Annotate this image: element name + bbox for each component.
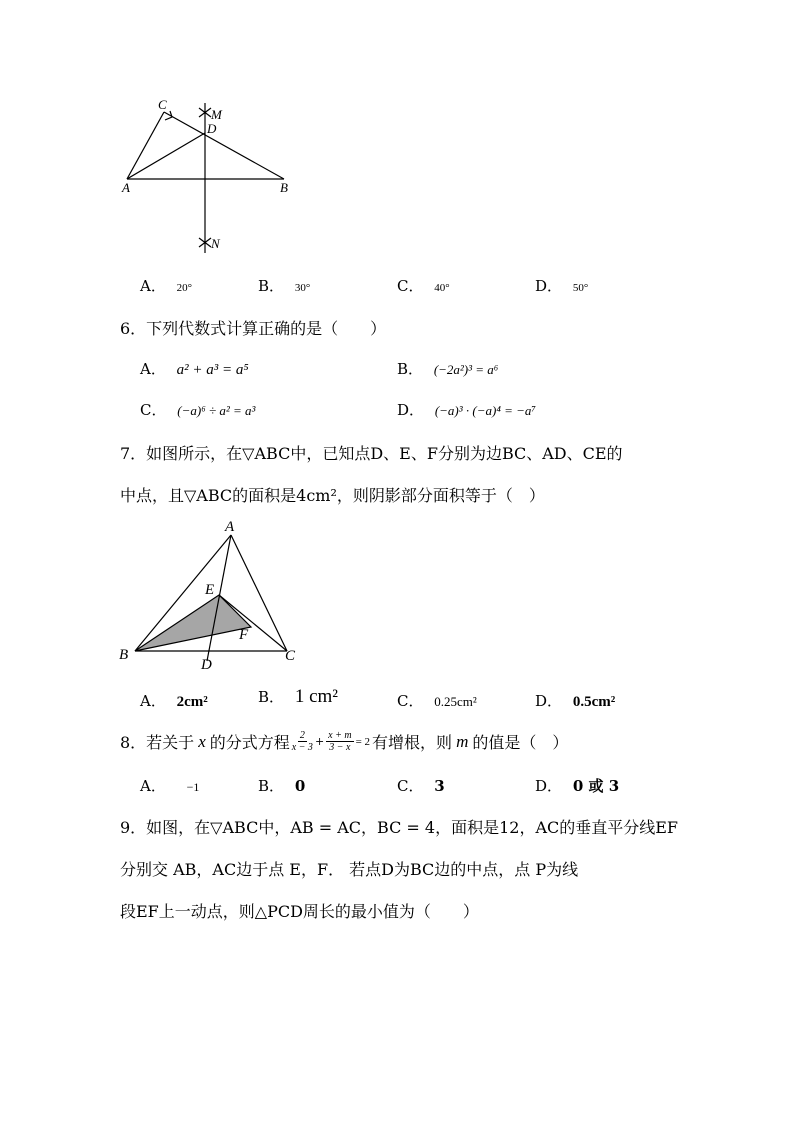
label-d: D (207, 121, 217, 136)
q5-option-b[interactable]: B． 30° (258, 277, 311, 295)
right-angle-mark (165, 111, 172, 120)
q9-line3: 段EF上一动点，则△PCD周长的最小值为（ ） (120, 902, 479, 921)
q6-stem: 6．下列代数式计算正确的是（ ） (120, 319, 387, 338)
q7-stem-line1: 7．如图所示，在▽ABC中，已知点D、E、F分别为边BC、AD、CE的 (120, 444, 623, 463)
fraction-1: 2 x − 3 (291, 730, 313, 753)
q5-option-a[interactable]: A． 20° (140, 277, 193, 295)
q7-option-b[interactable]: B． 1 cm² (258, 686, 338, 707)
label-a: A (122, 180, 130, 195)
q6-option-a[interactable]: A． a² + a³ = a⁵ (140, 360, 249, 378)
q9-line1: 9．如图，在▽ABC中，AB = AC，BC = 4，面积是12，AC的垂直平分线EF (120, 818, 679, 837)
label-m: M (211, 107, 222, 122)
label-d: D (201, 657, 212, 673)
q7-option-c[interactable]: C． 0.25cm² (397, 692, 477, 710)
q9-line2: 分别交 AB，AC边于点 E，F． 若点D为BC边的中点，点 P为线 (120, 860, 579, 879)
q7-stem-line2: 中点，且▽ABC的面积是4cm²，则阴影部分面积等于（ ） (120, 486, 545, 505)
label-b: B (280, 180, 288, 195)
shaded-region (135, 595, 251, 651)
q6-option-b[interactable]: B． (−2a²)³ = a⁶ (397, 360, 499, 378)
label-e: E (205, 582, 215, 598)
figure-triangle-shaded (115, 515, 305, 675)
q8-option-c[interactable]: C． 3 (397, 777, 445, 795)
label-c: C (158, 97, 167, 112)
figure-perpendicular-bisector (110, 95, 310, 260)
label-f: F (239, 627, 249, 643)
q7-option-d[interactable]: D． 0.5cm² (535, 692, 616, 710)
q6-option-d[interactable]: D． (−a)³ · (−a)⁴ = −a⁷ (397, 401, 536, 419)
label-b: B (119, 647, 129, 663)
q5-option-c[interactable]: C． 40° (397, 277, 450, 295)
segment-cb (164, 112, 284, 179)
segment-ad (207, 535, 231, 661)
fraction-2: $\frac{x + m}{3 - x}$ (328, 730, 352, 753)
q7-option-a[interactable]: A． 2cm² (140, 692, 208, 710)
q8-option-b[interactable]: B． 0 (258, 777, 306, 795)
q6-option-c[interactable]: C． (−a)⁶ ÷ a² = a³ (140, 401, 256, 419)
label-a: A (225, 519, 235, 535)
q8-option-d[interactable]: D． 0 或 3 (535, 777, 620, 795)
label-c: C (285, 648, 296, 664)
segment-ac (127, 112, 164, 179)
q8-option-a[interactable]: A． −1 (140, 777, 200, 795)
q5-option-d[interactable]: D． 50° (535, 277, 589, 295)
segment-ad (127, 133, 205, 179)
label-n: N (211, 236, 220, 251)
q8-stem: 8．若关于 x 的分式方程 2 x − 3 + $\frac{x + m}{3 - x}$ = 2 有增根，则 m 的值是（ ） (120, 730, 569, 753)
